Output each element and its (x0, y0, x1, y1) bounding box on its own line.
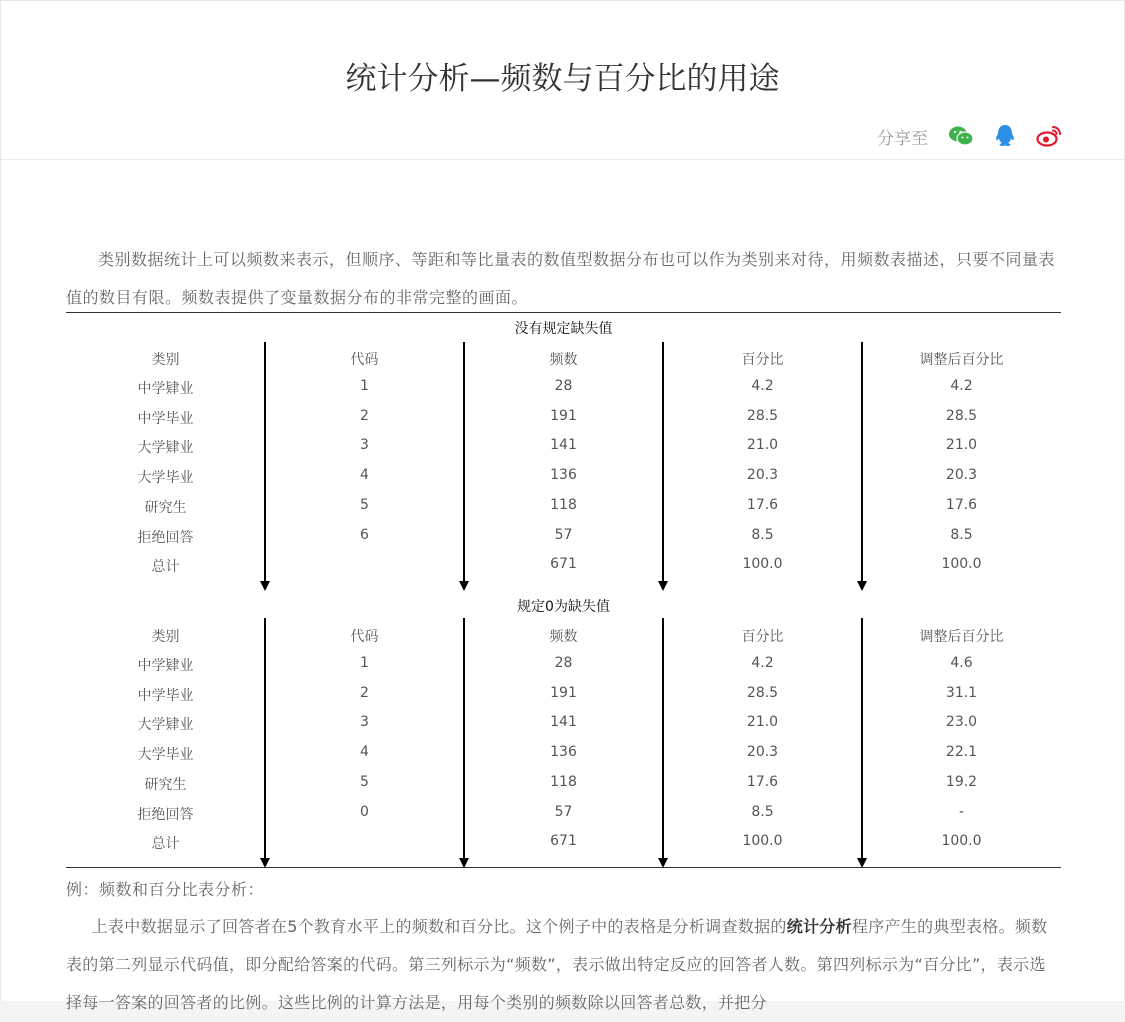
keyword-link[interactable]: 统计分析 (786, 917, 852, 936)
arrow-line (662, 342, 664, 583)
table-cell: 671 (550, 833, 577, 849)
table-cell: 4.6 (950, 655, 973, 671)
column-header: 调整后百分比 (919, 352, 1004, 368)
table-cell: 3 (360, 714, 369, 730)
table-cell: 100.0 (742, 833, 783, 849)
table-cell: 20.3 (746, 467, 779, 483)
table-bottom-rule (66, 592, 1061, 593)
category-cell: 拒绝回答 (137, 530, 194, 546)
table-cell: 118 (550, 774, 577, 790)
table-cell: 4.2 (751, 378, 774, 394)
category-cell: 大学毕业 (137, 747, 194, 763)
table-cell: 2 (360, 685, 369, 701)
arrow-line (861, 618, 863, 860)
arrow-line (264, 342, 266, 583)
arrow-head (857, 581, 867, 591)
table-cell: 28.5 (945, 408, 978, 424)
table-cell: 21.0 (746, 714, 779, 730)
arrow-line (264, 618, 266, 860)
table-top-rule (66, 312, 1061, 313)
table-cell: 100.0 (742, 556, 783, 572)
category-cell: 中学肄业 (137, 381, 194, 397)
column-header: 百分比 (741, 629, 784, 645)
arrow-head (459, 581, 469, 591)
arrow-line (463, 618, 465, 860)
table-cell: 100.0 (941, 556, 982, 572)
example-heading: 例：频数和百分比表分析： (66, 880, 265, 899)
table-cell: 31.1 (945, 685, 978, 701)
table-cell: 28 (554, 378, 573, 394)
column-header: 调整后百分比 (919, 629, 1004, 645)
category-cell: 研究生 (144, 777, 187, 793)
table-cell: 1 (360, 378, 369, 394)
table-cell: 191 (550, 685, 577, 701)
arrow-line (662, 618, 664, 860)
table-cell: 4 (360, 467, 369, 483)
column-header: 类别 (151, 352, 180, 368)
column-header: 频数 (549, 629, 578, 645)
table-cell: 136 (550, 744, 577, 760)
table-cell: 4 (360, 744, 369, 760)
table-cell: - (958, 804, 965, 820)
table-cell: 141 (550, 714, 577, 730)
qq-icon[interactable] (992, 123, 1018, 149)
category-cell: 大学肄业 (137, 440, 194, 456)
table-cell: 100.0 (941, 833, 982, 849)
category-cell: 拒绝回答 (137, 807, 194, 823)
table-cell: 6 (360, 527, 369, 543)
explanation-paragraph (66, 908, 1061, 1022)
table-cell: 28.5 (746, 408, 779, 424)
table-cell: 5 (360, 497, 369, 513)
table-cell: 0 (360, 804, 369, 820)
category-cell: 总计 (151, 559, 180, 575)
table-bottom-rule (66, 867, 1061, 868)
table-cell: 20.3 (746, 744, 779, 760)
table-cell: 28.5 (746, 685, 779, 701)
table-cell: 3 (360, 437, 369, 453)
table-cell: 4.2 (751, 655, 774, 671)
table-cell: 19.2 (945, 774, 978, 790)
table-cell: 1 (360, 655, 369, 671)
table-cell: 191 (550, 408, 577, 424)
share-label: 分享至 (877, 128, 928, 149)
column-header: 代码 (350, 629, 379, 645)
category-cell: 中学肄业 (137, 658, 194, 674)
table-cell: 57 (554, 527, 573, 543)
paragraph-text-end: 程序产生的典型表格。频数表的第二列显示代码值，即分配给答案的代码。第三列标示为“频数”，表示做出特定反应的回答者人数。第四列标示为“百分比”，表示选择每一答案的回答者的比例。这些比例的计算方法是，用每个类别的频数除以回答者总数，并把分 (66, 917, 1048, 1012)
table-cell: 22.1 (945, 744, 978, 760)
paragraph-text-start: 上表中数据显示了回答者在5个教育水平上的频数和百分比。这个例子中的表格是分析调查数据的 (91, 917, 787, 936)
share-bar (877, 123, 1062, 149)
table-cell: 8.5 (950, 527, 973, 543)
weibo-icon[interactable] (1036, 123, 1062, 149)
table-cell: 20.3 (945, 467, 978, 483)
table-cell: 2 (360, 408, 369, 424)
table-cell: 17.6 (746, 497, 779, 513)
table-cell: 21.0 (945, 437, 978, 453)
header-divider (1, 159, 1124, 160)
table-cell: 4.2 (950, 378, 973, 394)
table-cell: 8.5 (751, 804, 774, 820)
wechat-icon[interactable] (948, 123, 974, 149)
table-cell: 28 (554, 655, 573, 671)
category-cell: 中学毕业 (137, 411, 194, 427)
intro-paragraph: 类别数据统计上可以频数来表示，但顺序、等距和等比量表的数值型数据分布也可以作为类别来对待，用频数表描述，只要不同量表值的数目有限。频数表提供了变量数据分布的非常完整的画面。 (66, 250, 1056, 307)
table-cell: 136 (550, 467, 577, 483)
arrow-head (260, 581, 270, 591)
arrow-line (861, 342, 863, 583)
column-header: 百分比 (741, 352, 784, 368)
category-cell: 研究生 (144, 500, 187, 516)
table-caption: 没有规定缺失值 (514, 321, 613, 337)
category-cell: 大学毕业 (137, 470, 194, 486)
table-cell: 57 (554, 804, 573, 820)
table-cell: 671 (550, 556, 577, 572)
table-cell: 21.0 (746, 437, 779, 453)
category-cell: 大学肄业 (137, 717, 194, 733)
table-cell: 8.5 (751, 527, 774, 543)
table-caption: 规定0为缺失值 (517, 599, 610, 615)
table-cell: 23.0 (945, 714, 978, 730)
arrow-head (658, 581, 668, 591)
column-header: 类别 (151, 629, 180, 645)
table-cell: 17.6 (945, 497, 978, 513)
table-cell: 5 (360, 774, 369, 790)
table-cell: 17.6 (746, 774, 779, 790)
arrow-line (463, 342, 465, 583)
article-title: 统计分析—频数与百分比的用途 (345, 61, 780, 97)
category-cell: 总计 (151, 836, 180, 852)
column-header: 频数 (549, 352, 578, 368)
table-cell: 141 (550, 437, 577, 453)
column-header: 代码 (350, 352, 379, 368)
table-cell: 118 (550, 497, 577, 513)
category-cell: 中学毕业 (137, 688, 194, 704)
